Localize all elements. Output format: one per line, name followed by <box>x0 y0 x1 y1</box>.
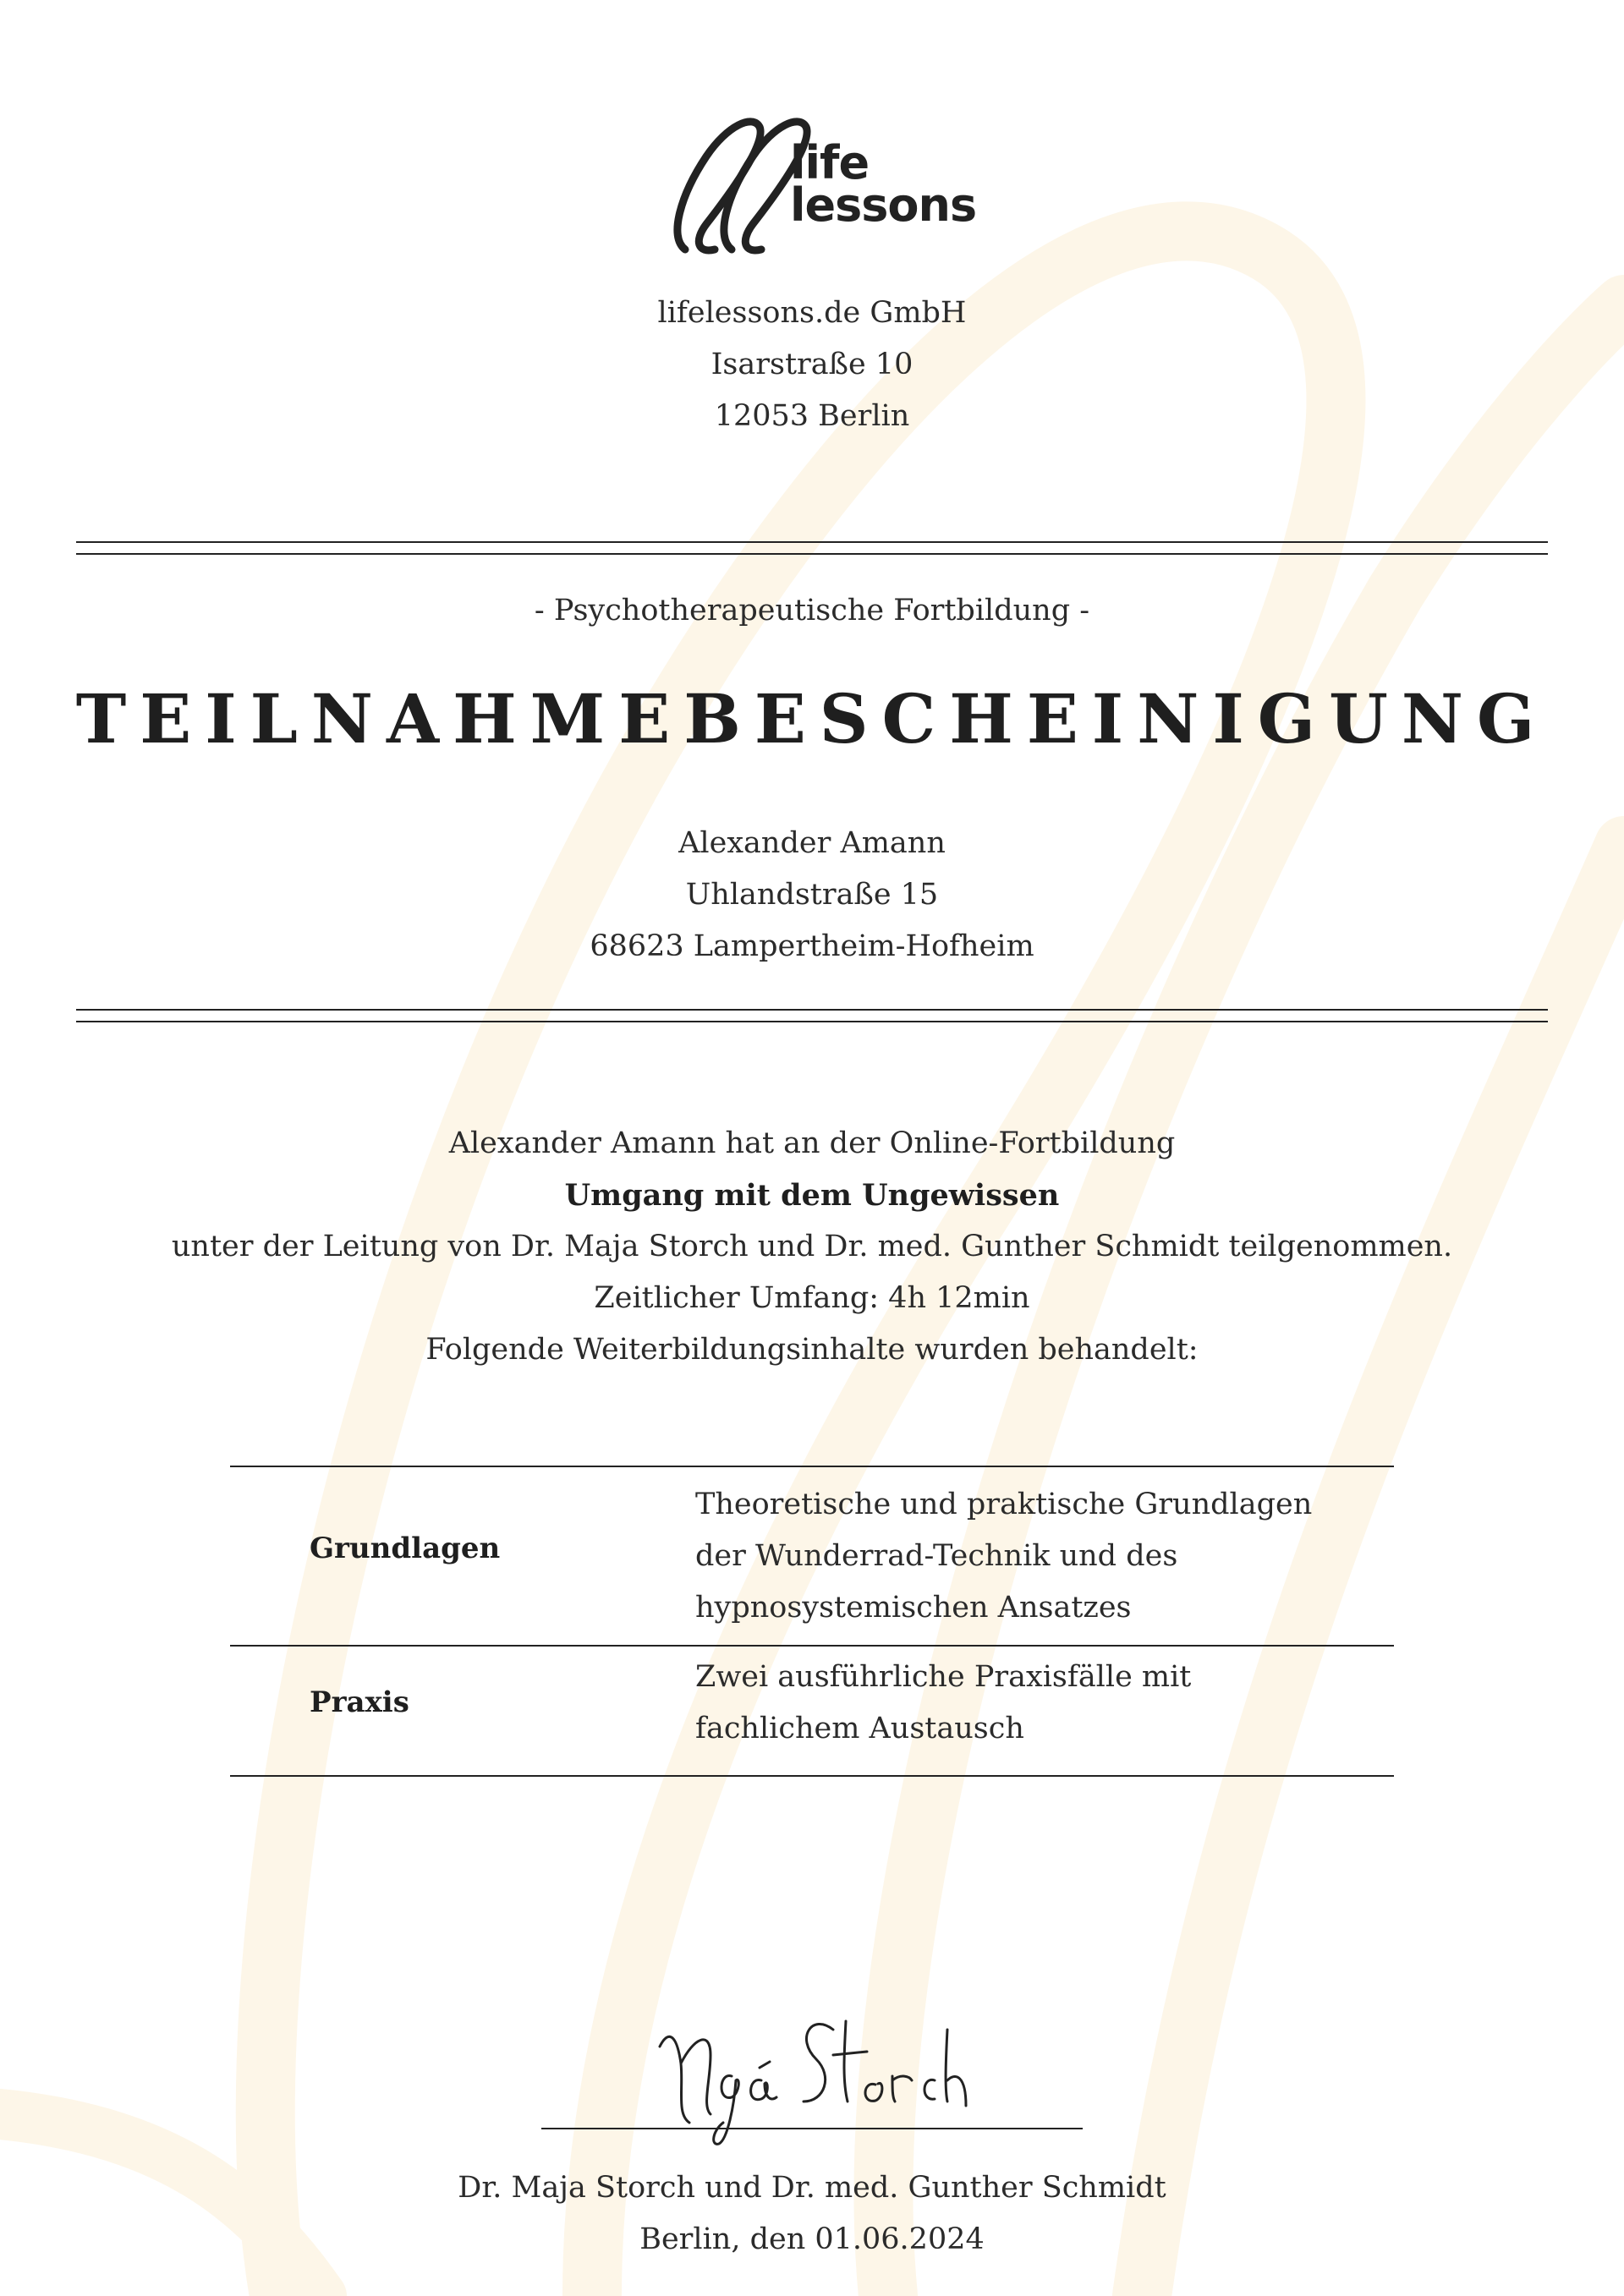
issuer-address <box>0 288 1624 442</box>
certificate-title: TEILNAHMEBESCHEINIGUNG <box>75 679 1549 759</box>
certificate-subtitle: - Psychotherapeutische Fortbildung - <box>534 594 1090 627</box>
row-label: Praxis <box>310 1685 409 1719</box>
divider-top-1 <box>76 541 1548 543</box>
course-title: Umgang mit dem Ungewissen <box>564 1178 1060 1213</box>
row-description-line: der Wunderrad-Technik und des <box>695 1539 1178 1573</box>
contents-table <box>230 1466 1394 1777</box>
signature-block <box>0 2162 1624 2266</box>
issuer-city: 12053 Berlin <box>714 399 910 433</box>
recipient-name: Alexander Amann <box>678 826 946 860</box>
body-line-1: Alexander Amann hat an der Online-Fortbildung <box>448 1126 1176 1160</box>
table-row <box>230 1466 1394 1645</box>
certificate-body <box>0 1118 1624 1376</box>
issuer-street: Isarstraße 10 <box>710 348 914 381</box>
handwritten-signature <box>651 1996 973 2148</box>
issuer-company: lifelessons.de GmbH <box>657 296 967 330</box>
recipient-address <box>0 818 1624 973</box>
table-row <box>230 1645 1394 1777</box>
place-date: Berlin, den 01.06.2024 <box>639 2222 985 2256</box>
row-description-line: Zwei ausführliche Praxisfälle mit <box>695 1660 1192 1694</box>
divider-mid-2 <box>76 1021 1548 1022</box>
logo-wordmark <box>790 136 977 232</box>
body-line-3: unter der Leitung von Dr. Maja Storch und Dr. med. Gunther Schmidt teilgenommen. <box>171 1230 1453 1263</box>
signers: Dr. Maja Storch und Dr. med. Gunther Schmidt <box>458 2171 1166 2205</box>
row-label: Grundlagen <box>310 1532 501 1565</box>
duration: Zeitlicher Umfang: 4h 12min <box>594 1281 1030 1315</box>
row-description <box>695 1652 1372 1755</box>
row-description-line: hypnosystemischen Ansatzes <box>695 1591 1132 1625</box>
body-line-5: Folgende Weiterbildungsinhalte wurden behandelt: <box>425 1333 1199 1367</box>
recipient-city: 68623 Lampertheim-Hofheim <box>590 929 1034 963</box>
row-description-line: fachlichem Austausch <box>695 1712 1024 1745</box>
divider-mid-1 <box>76 1009 1548 1011</box>
logo-line-1: life <box>790 136 870 189</box>
row-description-line: Theoretische und praktische Grundlagen <box>695 1488 1313 1521</box>
logo-line-2: lessons <box>790 178 977 232</box>
recipient-street: Uhlandstraße 15 <box>685 878 939 912</box>
row-description <box>695 1479 1372 1634</box>
signature-line <box>541 2128 1083 2129</box>
divider-top-2 <box>76 553 1548 555</box>
